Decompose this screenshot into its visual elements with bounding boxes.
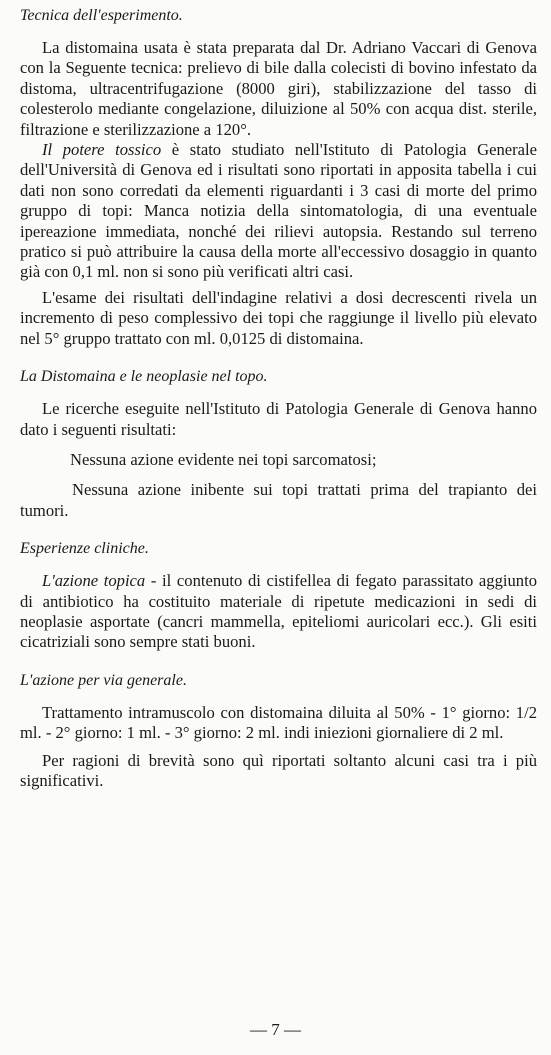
paragraph-lead-italic: Il potere tossico	[42, 140, 162, 160]
paragraph-brevita	[20, 751, 537, 792]
section-heading-via-generale: L'azione per via generale.	[20, 671, 187, 689]
paragraph-text: Le ricerche eseguite nell'Istituto di Patologia Generale di Genova hanno dato i seguenti risultati:	[20, 399, 537, 439]
paragraph-text: La distomaina usata è stata preparata dal Dr. Adriano Vaccari di Genova con la Seguente tecnica: prelievo di bile dalla colecisti di bovino infestato da distoma, ultracentrifugazione (8000 giri), stabilizzazione del tasso di colesterolo mediante congelazione, diluizione al 50% con acqua dist. sterile, filtrazione e sterilizzazione a 120°.	[20, 38, 537, 139]
paragraph-text: è stato studiato nell'Istituto di Patologia Generale dell'Università di Genova ed i risultati sono riportati in apposita tabella i cui dati non sono corredati da elementi riguardanti i 3 casi di morte del primo gruppo di topi: Manca notizia della sintomatologia, di una eventuale ipereazione immediata, nonché dei rilievi autopsia. Restando sul terreno pratico si può attribuire la causa della morte all'eccessivo dosaggio in quanto già con 0,1 ml. non si sono più verificati altri casi.	[20, 140, 537, 282]
document-page	[20, 6, 537, 791]
paragraph-text: Per ragioni di brevità sono quì riportati soltanto alcuni casi tra i più significativi.	[20, 750, 537, 790]
section-heading-neoplasie: La Distomaina e le neoplasie nel topo.	[20, 368, 268, 386]
paragraph-text: Trattamento intramuscolo con distomaina diluita al 50% - 1° giorno: 1/2 ml. - 2° giorno: 1 ml. - 3° giorno: 2 ml. indi iniezioni giornaliere di 2 ml.	[20, 702, 537, 743]
paragraph-preparazione	[20, 38, 537, 140]
paragraph-text: - il contenuto di cistifellea di fegato parassitato aggiunto di antibiotico ha costituito materiale di ripetute medicazioni in sedi di neoplasie asportate (cancri mammella, epiteliomi auricolari ecc.). Gli esiti cicatriziali sono sempre stati buoni.	[20, 571, 537, 652]
paragraph-text: Nessuna azione evidente nei topi sarcomatosi;	[70, 449, 377, 469]
paragraph-esame-risultati	[20, 288, 537, 349]
paragraph-azione-topica	[20, 571, 537, 653]
paragraph-text: L'esame dei risultati dell'indagine relativi a dosi decrescenti rivela un incremento di peso complessivo dei topi che raggiunge il livello più elevato nel 5° gruppo trattato con ml. 0,0125 di distomaina.	[20, 287, 537, 348]
paragraph-sarcomatosi	[20, 450, 537, 470]
paragraph-inibente	[20, 480, 537, 521]
section-heading-tecnica: Tecnica dell'esperimento.	[20, 7, 183, 24]
section-heading-esperienze: Esperienze cliniche.	[20, 540, 149, 558]
paragraph-potere-tossico	[20, 140, 537, 283]
paragraph-ricerche	[20, 399, 537, 440]
paragraph-text: Nessuna azione inibente sui topi trattati prima del trapianto dei tumori.	[20, 480, 537, 520]
page-number: — 7 —	[250, 1020, 301, 1039]
paragraph-lead-italic: L'azione topica	[42, 571, 146, 591]
paragraph-trattamento	[20, 703, 537, 744]
